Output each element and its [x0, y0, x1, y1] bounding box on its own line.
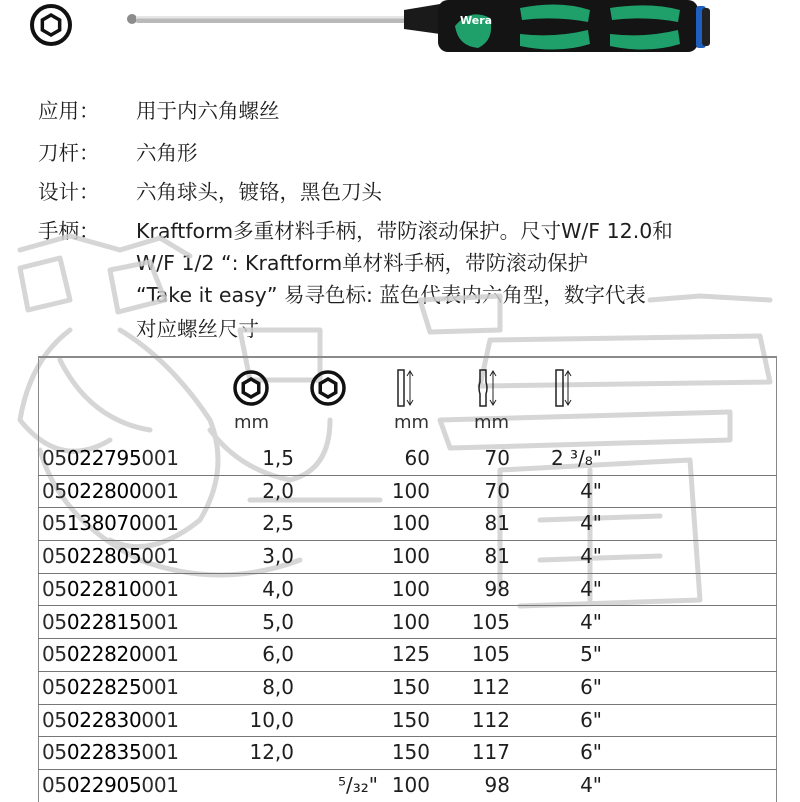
article-main: 022830	[66, 707, 142, 732]
article-main: 022905	[66, 773, 142, 797]
spec-handle-line: “Take it easy” 易寻色标: 蓝色代表内六角型，数字代表	[136, 283, 646, 307]
blade-length: 100	[391, 478, 430, 503]
spec-handle-line: W/F 1/2 “: Kraftform单材料手柄，带防滚动保护	[136, 251, 589, 275]
spec-handle-line: 对应螺丝尺寸	[136, 317, 259, 341]
unit-hex: mm	[234, 412, 270, 433]
total-length: 112	[471, 707, 510, 732]
article-suffix: 001	[141, 511, 179, 536]
total-length: 98	[484, 773, 510, 797]
article-main: 022800	[66, 478, 142, 503]
blade-length: 150	[391, 740, 430, 765]
total-length: 70	[484, 478, 510, 503]
hex-socket-inch-icon	[310, 370, 346, 406]
article-suffix: 001	[141, 609, 179, 634]
article-suffix: 001	[141, 544, 179, 569]
article-main: 022795	[66, 446, 142, 470]
article-number	[42, 708, 179, 732]
article-prefix: 05	[42, 544, 67, 569]
article-main: 022825	[66, 674, 142, 699]
article-suffix: 001	[141, 642, 179, 667]
article-suffix: 001	[141, 576, 179, 601]
screwdriver-image	[110, 0, 800, 88]
article-prefix: 05	[42, 478, 67, 503]
hex-size: 10,0	[249, 707, 294, 732]
hex-size: 12,0	[249, 740, 294, 765]
total-length: 98	[484, 576, 510, 601]
spec-label: 设计：	[38, 180, 100, 204]
article-number	[42, 577, 179, 601]
article-suffix: 001	[141, 773, 179, 797]
total-length: 112	[471, 674, 510, 699]
handle-size: 4"	[580, 544, 602, 569]
article-main: 022810	[66, 576, 142, 601]
article-prefix: 05	[42, 740, 67, 765]
product-image-banner	[0, 0, 800, 88]
article-number	[42, 740, 179, 764]
handle-size: 4"	[580, 511, 602, 536]
article-prefix: 05	[42, 642, 67, 667]
blade-length: 100	[391, 773, 430, 797]
article-prefix: 05	[42, 609, 67, 634]
blade-length: 150	[391, 674, 430, 699]
blade-length: 100	[391, 511, 430, 536]
hex-size: 2,0	[262, 478, 294, 503]
blade-length: 100	[391, 609, 430, 634]
handle-size: 4"	[580, 478, 602, 503]
hex-size: 1,5	[262, 446, 294, 470]
handle-size: 4"	[580, 609, 602, 634]
article-main: 022805	[66, 544, 142, 569]
total-length: 117	[471, 740, 510, 765]
hex-size: 6,0	[262, 642, 294, 667]
table-row	[38, 769, 777, 802]
article-number	[42, 675, 179, 699]
table-row	[38, 638, 777, 672]
hex-size-inch: ⁵/₃₂"	[338, 773, 378, 797]
table-header	[38, 358, 777, 442]
unit-total: mm	[474, 412, 510, 433]
article-number	[42, 446, 179, 470]
article-suffix: 001	[141, 674, 179, 699]
article-main: 022835	[66, 740, 142, 765]
blade-length: 100	[391, 544, 430, 569]
table-row	[38, 606, 777, 640]
total-length: 81	[484, 511, 510, 536]
spec-value: 六角球头，镀铬，黑色刀头	[136, 180, 382, 204]
article-number	[42, 511, 179, 535]
handle-size: 6"	[580, 674, 602, 699]
table-row	[38, 736, 777, 770]
handle-size: 6"	[580, 707, 602, 732]
blade-length-icon	[396, 368, 416, 408]
handle-size: 4"	[580, 576, 602, 601]
article-number	[42, 544, 179, 568]
spec-value: 用于内六角螺丝	[136, 99, 280, 123]
spec-label: 应用：	[38, 99, 100, 123]
hex-size: 4,0	[262, 576, 294, 601]
spec-label: 刀杆：	[38, 141, 100, 165]
spec-value: 六角形	[136, 141, 198, 165]
article-prefix: 05	[42, 576, 67, 601]
hex-size: 2,5	[262, 511, 294, 536]
total-length: 105	[471, 642, 510, 667]
blade-length: 125	[391, 642, 430, 667]
total-length: 81	[484, 544, 510, 569]
article-number	[42, 479, 179, 503]
spec-handle-line: Kraftform多重材料手柄，带防滚动保护。尺寸W/F 12.0和	[136, 219, 673, 243]
table-row	[38, 671, 777, 705]
article-number	[42, 610, 179, 634]
article-suffix: 001	[141, 478, 179, 503]
article-suffix: 001	[141, 740, 179, 765]
hex-socket-icon	[30, 4, 72, 46]
blade-length: 100	[391, 576, 430, 601]
hex-size: 3,0	[262, 544, 294, 569]
article-prefix: 05	[42, 446, 67, 470]
handle-size: 4"	[580, 773, 602, 797]
article-prefix: 05	[42, 707, 67, 732]
handle-size-icon	[554, 368, 574, 408]
article-suffix: 001	[141, 707, 179, 732]
total-length: 105	[471, 609, 510, 634]
article-number	[42, 642, 179, 666]
handle-size: 2 ³/₈"	[550, 446, 602, 470]
blade-length: 150	[391, 707, 430, 732]
unit-blade: mm	[394, 412, 430, 433]
total-length: 70	[484, 446, 510, 470]
spec-handle-text	[136, 214, 776, 346]
article-suffix: 001	[141, 446, 179, 470]
handle-size: 6"	[580, 740, 602, 765]
article-main: 022815	[66, 609, 142, 634]
article-number	[42, 773, 179, 797]
article-prefix: 05	[42, 511, 67, 536]
table-row	[38, 704, 777, 738]
total-length-icon	[476, 368, 498, 408]
hex-size: 5,0	[262, 609, 294, 634]
article-main: 022820	[66, 642, 142, 667]
table-row	[38, 475, 777, 509]
handle-size: 5"	[580, 642, 602, 667]
hex-size: 8,0	[262, 674, 294, 699]
hex-socket-metric-icon	[233, 370, 269, 406]
table-row	[38, 507, 777, 541]
brand-logo: Wera	[460, 14, 493, 27]
article-main: 138070	[66, 511, 142, 536]
article-table	[38, 356, 777, 802]
table-row	[38, 573, 777, 607]
table-row	[38, 442, 777, 476]
article-prefix: 05	[42, 674, 67, 699]
spec-label: 手柄：	[38, 219, 100, 243]
blade-length: 60	[404, 446, 430, 470]
table-row	[38, 540, 777, 574]
article-prefix: 05	[42, 773, 67, 797]
